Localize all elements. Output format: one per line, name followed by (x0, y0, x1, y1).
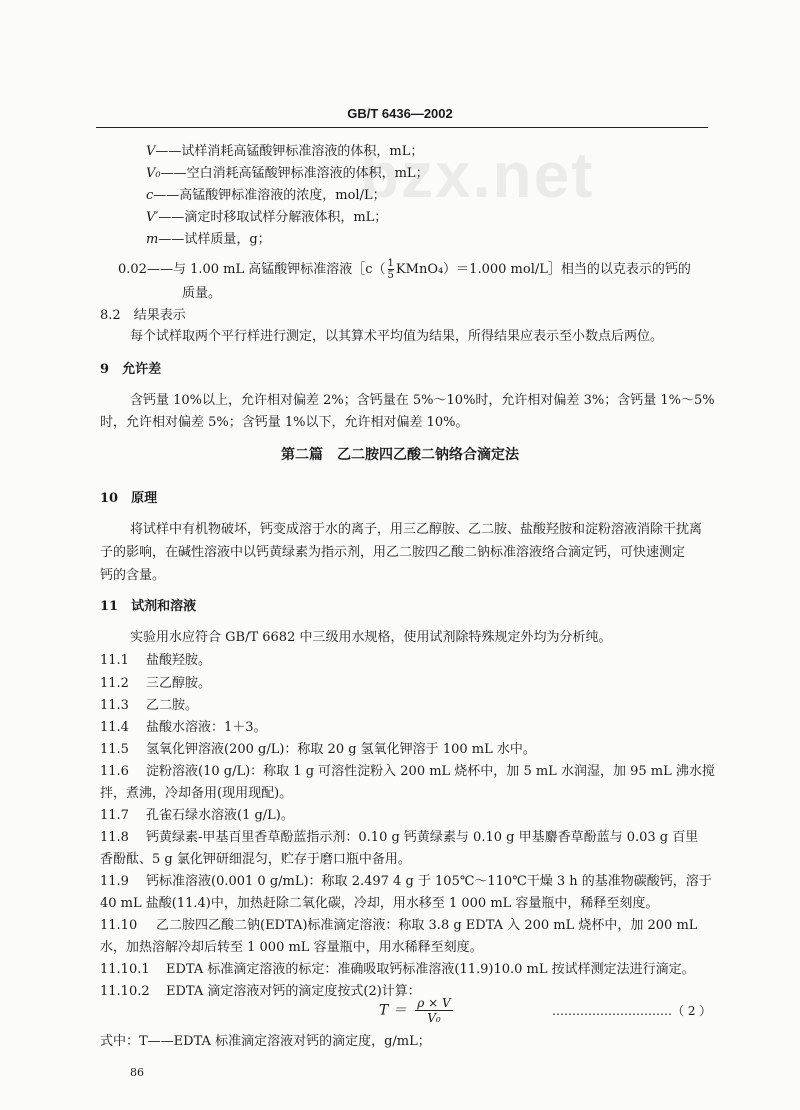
item-11-10-cont: 水，加热溶解冷却后转至 1 000 mL 容量瓶中，用水稀释至刻度。 (100, 940, 483, 955)
item-11-1: 11.1 盐酸羟胺。 (100, 653, 212, 668)
item-11-2: 11.2 三乙醇胺。 (100, 676, 212, 691)
coefficient-definition: 0.02——与 1.00 mL 高锰酸钾标准溶液［c（ $\frac{1}{5}$ KMnO₄）＝1.000 mol/L］相当的以克表示的钙的 (118, 258, 691, 281)
section-8-2-body: 每个试样取两个平行样进行测定，以其算术平均值为结果，所得结果应表示至小数点后两位。 (130, 329, 664, 344)
section-10-body-line1: 将试样中有机物破坏，钙变成溶于水的离子，用三乙醇胺、乙二胺、盐酸羟胺和淀粉溶液消除干扰离 (130, 522, 703, 537)
section-11-intro: 实验用水应符合 GB/T 6682 中三级用水规格，使用试剂除特殊规定外均为分析纯。 (130, 630, 612, 645)
coefficient-definition-cont: 质量。 (182, 286, 222, 301)
var-def-c: c——高锰酸钾标准溶液的浓度，mol/L； (146, 188, 386, 203)
section-9-body-line1: 含钙量 10%以上，允许相对偏差 2%；含钙量在 5%～10%时，允许相对偏差 3%；含钙量 1%～5% (130, 393, 715, 408)
item-11-10: 11.10 乙二胺四乙酸二钠(EDTA)标准滴定溶液：称取 3.8 g EDTA 入 200 mL 烧杯中，加 200 mL (100, 918, 698, 933)
item-11-10-2: 11.10.2 EDTA 滴定溶液对钙的滴定度按式(2)计算： (100, 984, 421, 999)
page-number: 86 (130, 1066, 144, 1079)
section-10-body-line3: 钙的含量。 (100, 568, 166, 583)
header-rule (96, 127, 708, 128)
item-11-3: 11.3 乙二胺。 (100, 698, 199, 713)
var-def-v0: V₀——空白消耗高锰酸钾标准溶液的体积，mL； (146, 166, 429, 181)
equation-2-number: …………………………（ 2 ） (552, 1004, 712, 1018)
item-11-10-1: 11.10.1 EDTA 标准滴定溶液的标定：准确吸取钙标准溶液(11.9)10.0 mL 按试样测定法进行滴定。 (100, 962, 695, 977)
item-11-5: 11.5 氢氧化钾溶液(200 g/L)：称取 20 g 氢氧化钾溶于 100 mL 水中。 (100, 742, 536, 757)
item-11-6-cont: 拌，煮沸，冷却备用(现用现配)。 (100, 786, 293, 801)
section-10-body-line2: 子的影响，在碱性溶液中以钙黄绿素为指示剂，用乙二胺四乙酸二钠标准溶液络合滴定钙，可快速测定 (100, 545, 686, 560)
watermark: bzx.net (360, 139, 595, 211)
where-clause: 式中：T——EDTA 标准滴定溶液对钙的滴定度，g/mL； (100, 1034, 431, 1049)
part-two-title: 第二篇 乙二胺四乙酸二钠络合滴定法 (281, 447, 519, 463)
item-11-7: 11.7 孔雀石绿水溶液(1 g/L)。 (100, 808, 294, 823)
standard-code-header: GB/T 6436—2002 (347, 106, 453, 121)
section-11-heading: 11 试剂和溶液 (100, 599, 197, 614)
item-11-8: 11.8 钙黄绿素-甲基百里香草酚蓝指示剂：0.10 g 钙黄绿素与 0.10 g 甲基麝香草酚蓝与 0.03 g 百里 (100, 830, 699, 845)
item-11-4: 11.4 盐酸水溶液：1＋3。 (100, 720, 267, 735)
item-11-8-cont: 香酚酞、5 g 氯化钾研细混匀，贮存于磨口瓶中备用。 (100, 852, 411, 867)
fraction-one-fifth: $\frac{1}{5}$ (387, 258, 394, 281)
section-8-2-heading: 8.2 结果表示 (100, 308, 186, 323)
var-def-m: m——试样质量，g； (146, 232, 271, 247)
equation-2-fraction: $\frac{\rho \times V}{\text{V₀}}$ (417, 996, 451, 1025)
section-10-heading: 10 原理 (100, 491, 158, 506)
equation-2: T ＝ $\frac{\rho \times V}{\text{V₀}}$ (379, 996, 451, 1025)
var-def-vprime: V′——滴定时移取试样分解液体积，mL； (146, 210, 388, 225)
section-9-heading: 9 允许差 (100, 362, 162, 377)
item-11-9: 11.9 钙标准溶液(0.001 0 g/mL)：称取 2.497 4 g 于 105℃～110℃干燥 3 h 的基准物碳酸钙，溶于 (100, 874, 712, 889)
item-11-6: 11.6 淀粉溶液(10 g/L)：称取 1 g 可溶性淀粉入 200 mL 烧杯中，加 5 mL 水润湿，加 95 mL 沸水搅 (100, 764, 715, 779)
item-11-9-cont: 40 mL 盐酸(11.4)中，加热赶除二氧化碳，冷却，用水移至 1 000 mL 容量瓶中，稀释至刻度。 (100, 896, 659, 911)
section-9-body-line2: 时，允许相对偏差 5%；含钙量 1%以下，允许相对偏差 10%。 (100, 415, 469, 430)
var-def-v: V——试样消耗高锰酸钾标准溶液的体积，mL； (146, 144, 424, 159)
